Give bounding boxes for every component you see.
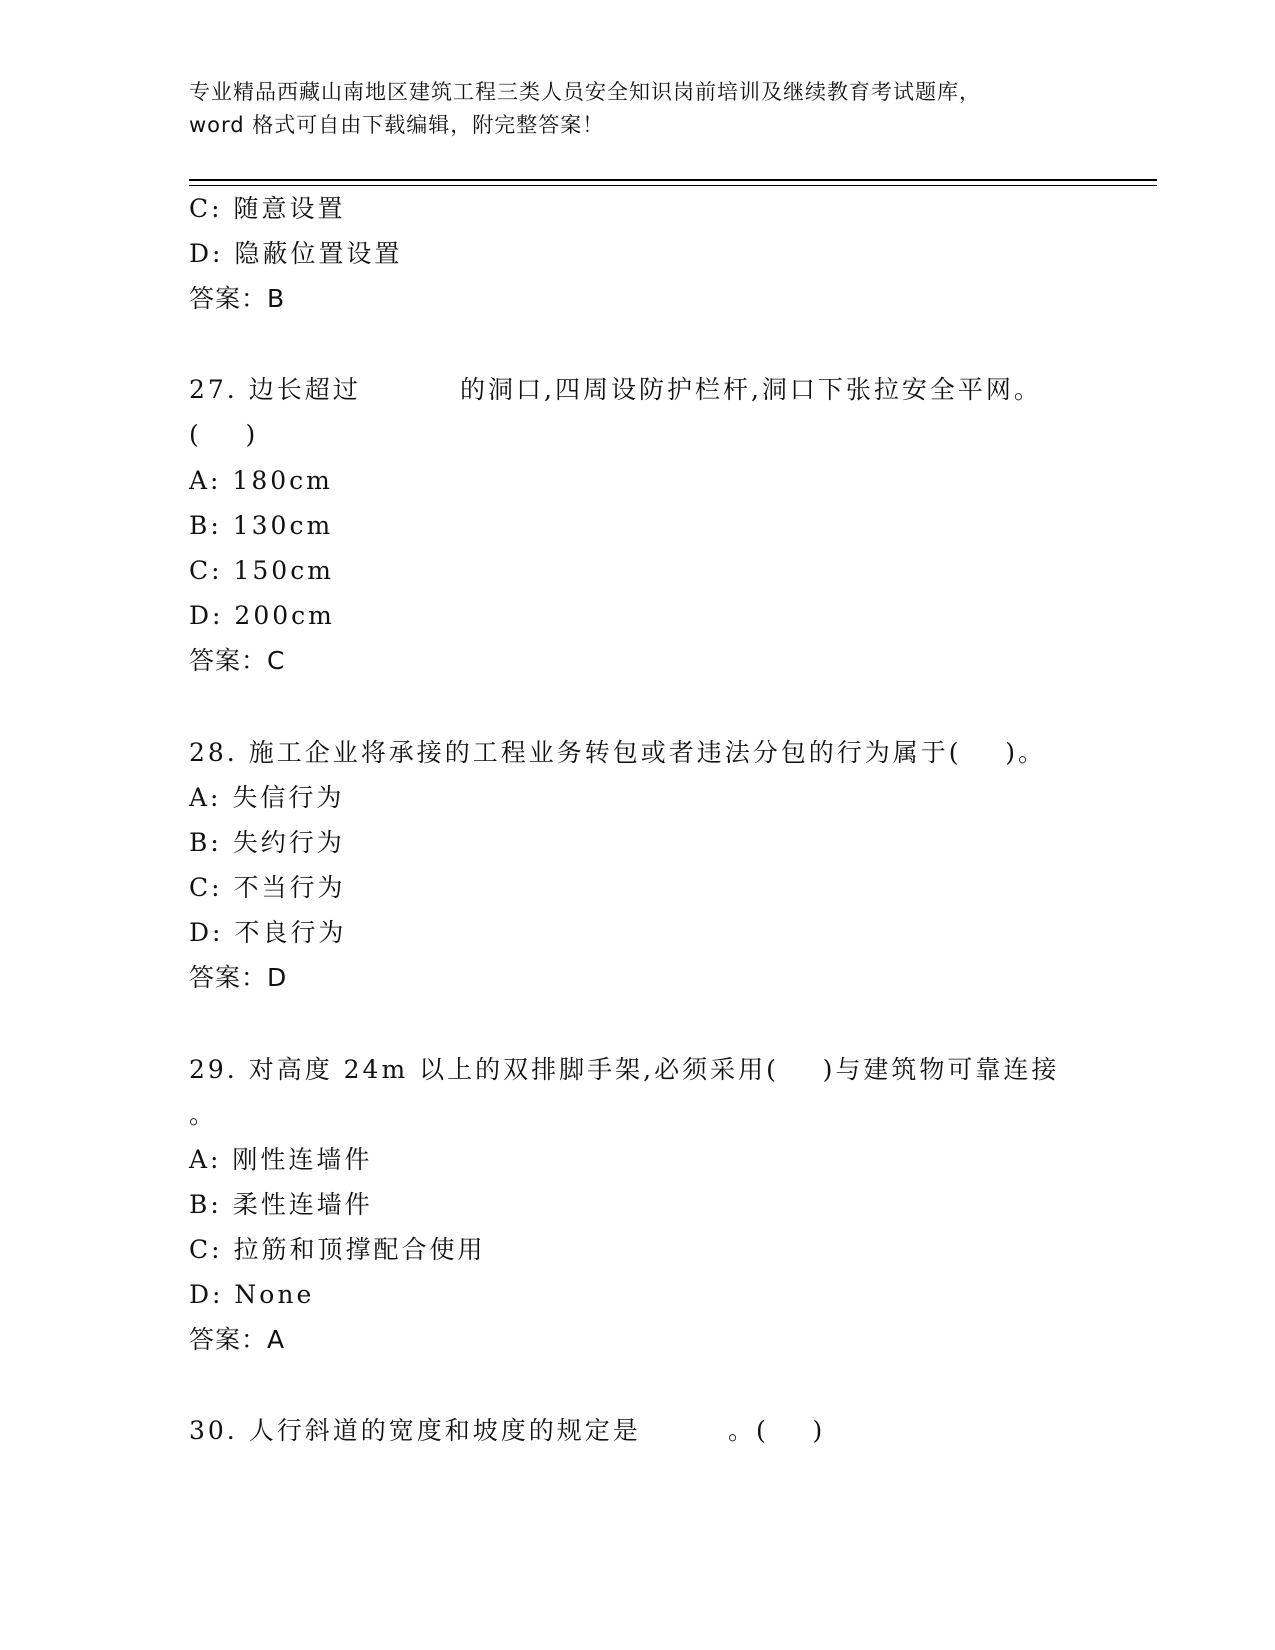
answer-line: 答案：B [189, 284, 286, 313]
question-27-stem-end: 的洞口,四周设防护栏杆,洞口下张拉安全平网。 [460, 375, 1042, 404]
question-29-stem: 29. 对高度 24m 以上的双排脚手架,必须采用( )与建筑物可靠连接 [189, 1055, 1060, 1084]
question-30-stem-start: 30. 人行斜道的宽度和坡度的规定是 [189, 1416, 641, 1445]
question-29-option-b: B: 柔性连墙件 [189, 1190, 373, 1219]
question-28-option-c: C: 不当行为 [189, 873, 346, 902]
question-27-stem-start: 27. 边长超过 [189, 375, 361, 404]
question-27-paren: ( ) [189, 420, 259, 449]
question-27-option-b: B: 130cm [189, 511, 334, 540]
question-29-answer: 答案：A [189, 1325, 286, 1354]
document-header [189, 76, 1089, 142]
question-30-stem-end: 。( ) [728, 1416, 826, 1445]
question-27-option-d: D: 200cm [189, 601, 335, 630]
question-28-option-a: A: 失信行为 [189, 783, 345, 812]
question-29-option-a: A: 刚性连墙件 [189, 1145, 373, 1174]
question-27-option-c: C: 150cm [189, 556, 334, 585]
question-27-option-a: A: 180cm [189, 466, 333, 495]
header-line-2: word 格式可自由下载编辑，附完整答案！ [189, 113, 605, 137]
question-29-option-c: C: 拉筋和顶撑配合使用 [189, 1235, 486, 1264]
question-28-stem: 28. 施工企业将承接的工程业务转包或者违法分包的行为属于( )。 [189, 738, 1047, 767]
question-28-option-b: B: 失约行为 [189, 828, 345, 857]
header-line-1: 专业精品西藏山南地区建筑工程三类人员安全知识岗前培训及继续教育考试题库， [189, 80, 981, 104]
option-d: D: 隐蔽位置设置 [189, 239, 403, 268]
header-rule-thick [189, 179, 1157, 181]
question-28-option-d: D: 不良行为 [189, 918, 347, 947]
question-29-option-d: D: None [189, 1280, 315, 1309]
question-28-answer: 答案：D [189, 963, 288, 992]
header-rule-thin [189, 185, 1157, 186]
question-29-stem-continued: 。 [189, 1100, 218, 1129]
option-c: C: 随意设置 [189, 194, 346, 223]
question-27-answer: 答案：C [189, 646, 286, 675]
